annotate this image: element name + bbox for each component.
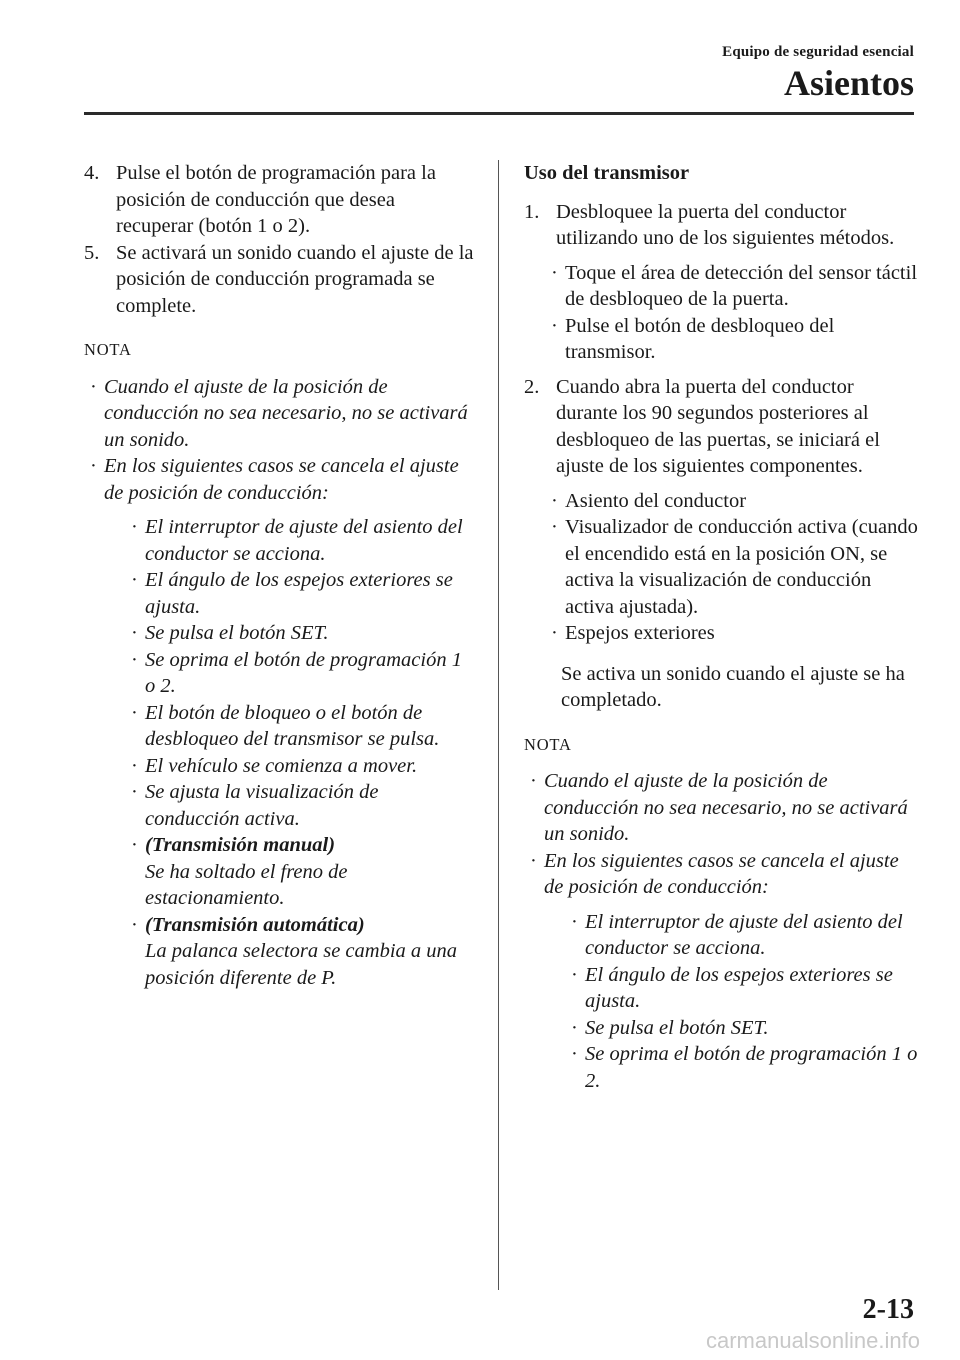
note-label: NOTA xyxy=(524,734,572,754)
component-item: · Espejos exteriores xyxy=(551,622,715,644)
cancel-item: · El vehículo se comienza a mover. xyxy=(131,754,418,777)
unlock-methods-list xyxy=(551,260,919,366)
subheading: Uso del transmisor xyxy=(524,162,690,184)
column-divider xyxy=(498,160,499,1290)
cancel-list xyxy=(131,514,474,991)
section-title: Equipo de seguridad esencial xyxy=(722,44,914,60)
cancel-item: · El ángulo de los espejos exteriores se ajusta. xyxy=(131,569,453,618)
cancel-item-automatic: · (Transmisión automática) La palanca selectora se cambia a una posición diferente de P. xyxy=(131,913,458,989)
cancel-item: · El ángulo de los espejos exteriores se ajusta. xyxy=(571,963,893,1012)
page-header xyxy=(722,44,914,103)
unlock-method: · Toque el área de detección del sensor táctil de desbloqueo de la puerta. xyxy=(551,261,918,310)
watermark: carmanualsonline.info xyxy=(705,1328,920,1353)
step-1: 1. Desbloquee la puerta del conductor utilizando uno de los siguientes métodos. xyxy=(524,200,895,249)
cancel-item: · Se oprima el botón de programación 1 o 2. xyxy=(131,648,462,697)
component-item: · Asiento del conductor xyxy=(551,489,747,512)
cancel-item: · El interruptor de ajuste del asiento del conductor se acciona. xyxy=(571,910,903,959)
note-item: · En los siguientes casos se cancela el ajuste de posición de conducción: · El interruptor de ajuste del asiento del conductor se acciona. · El ángulo de los espejos exteriores se ajusta. · Se pulsa el botón SET. · Se oprima el botón de programación 1 o 2. · El botón de bloqueo o el botón de desbloqueo del transmisor se pulsa. · El vehículo se comienza a mover. · Se ajusta la visualización de conducción activa. · (Transmisión manual) Se ha soltado el freno de estacionamiento. · (Transmisión automática) La palanca selectora se cambia a una posición diferente de P. xyxy=(100,453,474,991)
cancel-item: · Se pulsa el botón SET. xyxy=(571,1016,769,1039)
step-5: 5. Se activará un sonido cuando el ajuste de la posición de conducción programada se complete. xyxy=(84,241,474,317)
step-4: 4. Pulse el botón de programación para la posición de conducción que desea recuperar (botón 1 o 2). xyxy=(84,162,436,237)
unlock-method: · Pulse el botón de desbloqueo del transmisor. xyxy=(551,314,835,363)
left-column xyxy=(84,160,474,991)
header-rule xyxy=(84,112,914,115)
cancel-item: · El interruptor de ajuste del asiento del conductor se acciona. xyxy=(131,516,463,565)
cancel-item: · Se oprima el botón de programación 1 o 2. xyxy=(571,1043,918,1092)
component-item: · Visualizador de conducción activa (cuando el encendido está en la posición ON, se activa la visualización de conducción activa ajustada). xyxy=(551,516,918,618)
cancel-item: · Se pulsa el botón SET. xyxy=(131,622,329,644)
note-list xyxy=(530,768,919,1094)
chapter-title: Asientos xyxy=(783,63,914,103)
note-list xyxy=(90,374,474,992)
page-number: 2-13 xyxy=(862,1294,914,1325)
note-item: · En los siguientes casos se cancela el ajuste de posición de conducción: · El interruptor de ajuste del asiento del conductor se acciona. · El ángulo de los espejos exteriores se ajusta. · Se pulsa el botón SET. · Se oprima el botón de programación 1 o 2. xyxy=(540,848,919,1095)
cancel-item: · El botón de bloqueo o el botón de desbloqueo del transmisor se pulsa. xyxy=(131,701,440,750)
complete-text: Se activa un sonido cuando el ajuste se ha completado. xyxy=(561,662,905,711)
cancel-item: · Se ajusta la visualización de conducción activa. xyxy=(131,781,379,830)
note-item: · Cuando el ajuste de la posición de conducción no sea necesario, no se activará un sonido. xyxy=(530,770,908,845)
step-2: 2. Cuando abra la puerta del conductor durante los 90 segundos posteriores al desbloqueo de las puertas, se iniciará el ajuste de los siguientes componentes. xyxy=(524,375,880,477)
cancel-list xyxy=(571,909,919,1095)
right-column xyxy=(524,160,919,1094)
note-label: NOTA xyxy=(84,340,132,359)
components-list xyxy=(551,488,919,647)
cancel-item-manual: · (Transmisión manual) Se ha soltado el freno de estacionamiento. xyxy=(131,834,348,909)
note-item: · Cuando el ajuste de la posición de conducción no sea necesario, no se activará un sonido. xyxy=(90,375,468,451)
